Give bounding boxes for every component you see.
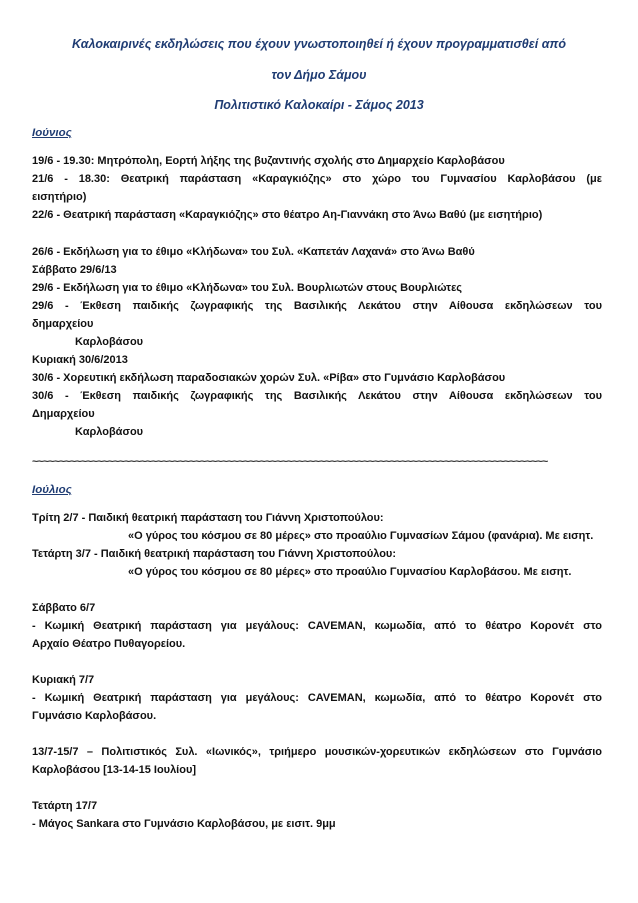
event-line-continuation: «Ο γύρος του κόσμου σε 80 μέρες» στο προαύλιο Γυμνασίου Καρλοβάσου. Με εισητ. [128,566,572,578]
month-heading-june: Ιούνιος [32,127,72,139]
event-line-continuation: Καρλοβάσου [75,426,144,438]
event-line: 19/6 - 19.30: Μητρόπολη, Εορτή λήξης της βυζαντινής σχολής στο Δημαρχείο Καρλοβάσου [32,155,505,167]
event-line: Τρίτη 2/7 - Παιδική θεατρική παράσταση του Γιάννη Χριστοπούλου: [32,512,384,524]
event-line: 29/6 - Εκδήλωση για το έθιμο «Κλήδωνα» του Συλ. Βουρλιωτών στους Βουρλιώτες [32,282,463,294]
document-subtitle: Πολιτιστικό Καλοκαίρι - Σάμος 2013 [214,98,424,112]
event-line: 30/6 - Χορευτική εκδήλωση παραδοσιακών χορών Συλ. «Ρίβα» στο Γυμνάσιο Καρλοβάσου [32,372,506,384]
event-line-continuation: Καρλοβάσου [13-14-15 Ιουλίου] [32,764,197,776]
document-title-line1: Καλοκαιρινές εκδηλώσεις που έχουν γνωστοποιηθεί ή έχουν προγραμματισθεί από [72,37,566,51]
event-line: - Κωμική Θεατρική παράσταση για μεγάλους: CAVEMAN, κωμωδία, από το θέατρο Κορονέτ στο [32,692,602,704]
event-line: 26/6 - Εκδήλωση για το έθιμο «Κλήδωνα» του Συλ. «Καπετάν Λαχανά» στο Άνω Βαθύ [32,246,475,258]
event-line: - Κωμική Θεατρική παράσταση για μεγάλους: CAVEMAN, κωμωδία, από το θέατρο Κορονέτ στο [32,620,602,632]
event-line: 30/6 - Έκθεση παιδικής ζωγραφικής της Βασιλικής Λεκάτου στην Αίθουσα εκδηλώσεων του [32,390,602,402]
event-line: Τετάρτη 3/7 - Παιδική θεατρική παράσταση του Γιάννη Χριστοπούλου: [32,548,396,560]
event-line-continuation: «Ο γύρος του κόσμου σε 80 μέρες» στο προαύλιο Γυμνασίων Σάμου (φανάρια). Με εισητ. [128,530,594,542]
date-heading: Σάββατο 29/6/13 [32,264,117,276]
event-line-continuation: Γυμνάσιο Καρλοβάσου. [32,710,157,722]
document-title-line2: τον Δήμο Σάμου [271,68,367,82]
event-line: 29/6 - Έκθεση παιδικής ζωγραφικής της Βασιλικής Λεκάτου στην Αίθουσα εκδηλώσεων του [32,300,602,312]
date-heading: Κυριακή 7/7 [32,674,95,686]
event-line-continuation: Δημαρχείου [32,408,95,420]
event-line: 22/6 - Θεατρική παράσταση «Καραγκιόζης» στο θέατρο Αη-Γιαννάκη στο Άνω Βαθύ (με εισητήριο) [32,209,543,221]
event-line-continuation: εισητήριο) [32,191,87,203]
event-line-continuation: Καρλοβάσου [75,336,144,348]
event-line: 21/6 - 18.30: Θεατρική παράσταση «Καραγκιόζης» στο χώρο του Γυμνασίου Καρλοβάσου (με [32,173,602,185]
event-line-continuation: Αρχαίο Θέατρο Πυθαγορείου. [32,638,186,650]
section-separator: ~~~~~~~~~~~~~~~~~~~~~~~~~~~~~~~~~~~~~~~~~~~~~~~~~~~~~~~~~~~~~~~~~~~~~~~~~~~~~~~~~~~~~~~~~~~~~~~ [32,456,548,468]
event-line: 13/7-15/7 – Πολιτιστικός Συλ. «Ιωνικός», τριήμερο μουσικών-χορευτικών εκδηλώσεων στο Γυμνάσιο [32,746,602,758]
date-heading: Σάββατο 6/7 [32,602,96,614]
date-heading: Κυριακή 30/6/2013 [32,354,128,366]
month-heading-july: Ιούλιος [32,484,72,496]
event-line-continuation: δημαρχείου [32,318,94,330]
event-line: - Μάγος Sankara στο Γυμνάσιο Καρλοβάσου, με εισιτ. 9μμ [32,818,336,830]
date-heading: Τετάρτη 17/7 [32,800,98,812]
